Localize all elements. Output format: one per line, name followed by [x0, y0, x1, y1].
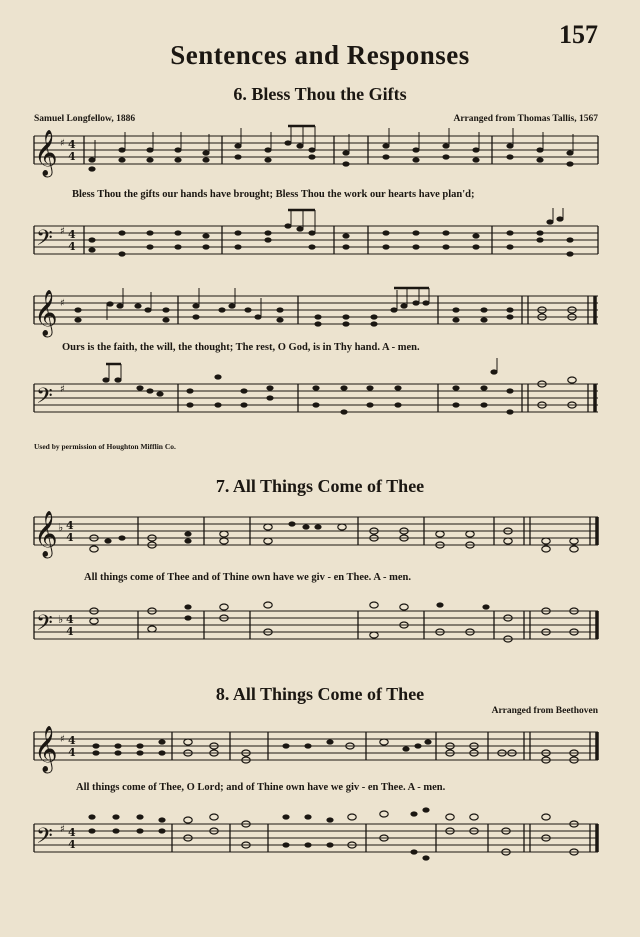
page-title: Sentences and Responses — [170, 40, 470, 70]
hymn-7-lyrics: All things come of Thee and of Thine own have we giv - en Thee. A - men. — [84, 572, 411, 583]
svg-text:4: 4 — [68, 138, 76, 151]
svg-text:4: 4 — [66, 531, 74, 544]
bass-staff — [34, 824, 598, 854]
svg-text:𝄞: 𝄞 — [34, 726, 58, 772]
svg-text:𝄢: 𝄢 — [36, 226, 53, 256]
permission-note: Used by permission of Houghton Mifflin Co. — [34, 442, 176, 451]
treble-staff — [34, 511, 598, 559]
svg-text:𝄢: 𝄢 — [36, 384, 53, 414]
svg-text:4: 4 — [68, 228, 76, 241]
note-heads — [88, 739, 578, 861]
hymn-8-lyrics: All things come of Thee, O Lord; and of Thine own have we giv - en Thee. A - men. — [76, 782, 446, 793]
page-number: 157 — [559, 20, 598, 49]
hymn-6-author-credit: Samuel Longfellow, 1886 — [34, 114, 136, 124]
svg-text:𝄞: 𝄞 — [34, 511, 58, 557]
svg-text:4: 4 — [68, 826, 76, 839]
svg-text:𝄞: 𝄞 — [34, 130, 58, 176]
svg-text:4: 4 — [68, 240, 76, 253]
hymn-6-music-system-1 — [0, 124, 640, 444]
svg-text:4: 4 — [66, 613, 74, 626]
barlines — [178, 296, 595, 412]
svg-text:𝄢: 𝄢 — [36, 611, 53, 641]
svg-text:♯: ♯ — [60, 824, 65, 835]
hymn-6-lyrics-line-1: Bless Thou the gifts our hands have brought; Bless Thou the work our hearts have plan'd; — [72, 189, 475, 200]
svg-text:♯: ♯ — [60, 138, 65, 149]
note-heads — [74, 300, 576, 414]
svg-text:4: 4 — [68, 734, 76, 747]
svg-text:♯: ♯ — [60, 226, 65, 237]
hymn-8-music-system — [0, 716, 640, 876]
svg-text:𝄢: 𝄢 — [36, 824, 53, 854]
svg-text:♭: ♭ — [58, 613, 64, 626]
bass-staff — [34, 611, 598, 641]
hymn-8-title: 8. All Things Come of Thee — [215, 684, 425, 704]
svg-text:♯: ♯ — [60, 384, 65, 395]
svg-text:4: 4 — [68, 150, 76, 163]
svg-text:𝄞: 𝄞 — [34, 290, 58, 336]
svg-text:4: 4 — [66, 625, 74, 638]
svg-text:♯: ♯ — [60, 298, 65, 309]
svg-text:4: 4 — [66, 519, 74, 532]
svg-text:♭: ♭ — [58, 521, 64, 534]
bass-staff — [34, 226, 598, 256]
treble-staff — [34, 290, 598, 338]
hymn-7-title: 7. All Things Come of Thee — [215, 476, 425, 496]
hymn-6-title: 6. Bless Thou the Gifts — [233, 84, 407, 104]
svg-text:4: 4 — [68, 838, 76, 851]
svg-text:♯: ♯ — [60, 734, 65, 745]
hymn-6-arranger-credit: Arranged from Thomas Tallis, 1567 — [453, 114, 598, 124]
svg-text:4: 4 — [68, 746, 76, 759]
hymn-8-arranger-credit: Arranged from Beethoven — [491, 706, 598, 716]
hymn-6-lyrics-line-2: Ours is the faith, the will, the thought; The rest, O God, is in Thy hand. A - men. — [62, 342, 420, 353]
hymn-7-music-system — [0, 505, 640, 665]
